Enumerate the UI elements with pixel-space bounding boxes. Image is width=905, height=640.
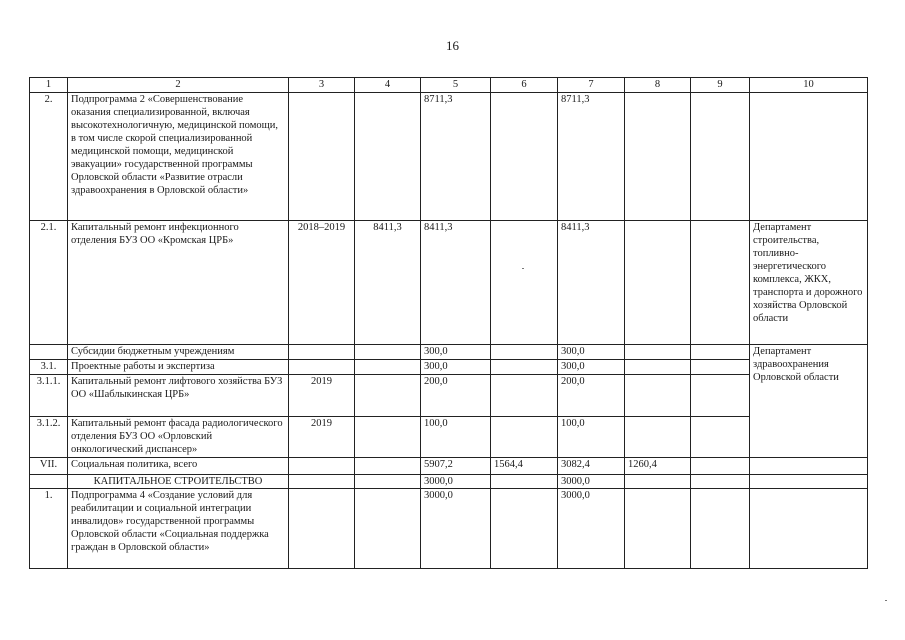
cell-col8 — [625, 93, 691, 221]
cell-col4 — [355, 345, 421, 360]
cell-col3 — [289, 475, 355, 489]
header-cell: 4 — [355, 78, 421, 93]
row-description: Подпрограмма 4 «Создание условий для реабилитации и социальной интеграции инвалидов» государственной программы Орловской области «Социальная поддержка граждан в Орловской области» — [68, 489, 289, 569]
department-cell: Департамент здравоохранения Орловской области — [750, 345, 868, 458]
department-cell: Департамент строительства, топливно-энергетического комплекса, ЖКХ, транспорта и дорожного хозяйства Орловской области — [750, 221, 868, 345]
cell-col3: 2019 — [289, 375, 355, 417]
row-number — [30, 345, 68, 360]
cell-col4 — [355, 489, 421, 569]
table-row — [30, 360, 868, 375]
cell-col7: 3000,0 — [558, 489, 625, 569]
cell-col5: 300,0 — [421, 360, 491, 375]
cell-col3 — [289, 360, 355, 375]
cell-col10 — [750, 475, 868, 489]
scan-speck — [522, 268, 524, 269]
row-description: Капитальный ремонт фасада радиологического отделения БУЗ ОО «Орловский онкологический диспансер» — [68, 417, 289, 458]
cell-col7: 300,0 — [558, 345, 625, 360]
cell-col9 — [691, 345, 750, 360]
cell-col8 — [625, 345, 691, 360]
table-row — [30, 221, 868, 345]
cell-col9 — [691, 221, 750, 345]
row-description: Подпрограмма 2 «Совершенствование оказания специализированной, включая высокотехнологичную, медицинской помощи, в том числе скорой специализированной медицинской помощи, медицинской эвакуации» государственной программы Орловской области «Развитие отрасли здравоохранения в Орловской области» — [68, 93, 289, 221]
header-cell: 10 — [750, 78, 868, 93]
budget-table — [29, 77, 868, 569]
cell-col8 — [625, 360, 691, 375]
cell-col6 — [491, 360, 558, 375]
cell-col9 — [691, 360, 750, 375]
cell-col5: 8411,3 — [421, 221, 491, 345]
row-number — [30, 475, 68, 489]
header-cell: 5 — [421, 78, 491, 93]
scan-speck — [885, 600, 887, 601]
table-row — [30, 417, 868, 458]
cell-col10 — [750, 489, 868, 569]
cell-col4 — [355, 417, 421, 458]
table-row — [30, 345, 868, 360]
cell-col7: 3082,4 — [558, 458, 625, 475]
row-number: 2.1. — [30, 221, 68, 345]
cell-col5: 200,0 — [421, 375, 491, 417]
cell-col7: 200,0 — [558, 375, 625, 417]
row-description: Субсидии бюджетным учреждениям — [68, 345, 289, 360]
cell-col10 — [750, 458, 868, 475]
cell-col7: 8711,3 — [558, 93, 625, 221]
cell-col5: 3000,0 — [421, 489, 491, 569]
cell-col4 — [355, 458, 421, 475]
cell-col8 — [625, 489, 691, 569]
row-description: Капитальный ремонт инфекционного отделения БУЗ ОО «Кромская ЦРБ» — [68, 221, 289, 345]
cell-col4: 8411,3 — [355, 221, 421, 345]
table-row — [30, 489, 868, 569]
cell-col5: 5907,2 — [421, 458, 491, 475]
cell-col8 — [625, 417, 691, 458]
cell-col4 — [355, 475, 421, 489]
cell-col3: 2019 — [289, 417, 355, 458]
cell-col10 — [750, 93, 868, 221]
cell-col8: 1260,4 — [625, 458, 691, 475]
cell-col9 — [691, 458, 750, 475]
cell-col9 — [691, 489, 750, 569]
cell-col9 — [691, 375, 750, 417]
header-cell: 9 — [691, 78, 750, 93]
cell-col3 — [289, 489, 355, 569]
header-cell: 3 — [289, 78, 355, 93]
row-description: Капитальный ремонт лифтового хозяйства БУЗ ОО «Шаблыкинская ЦРБ» — [68, 375, 289, 417]
header-cell: 2 — [68, 78, 289, 93]
header-cell: 8 — [625, 78, 691, 93]
row-number: 3.1.1. — [30, 375, 68, 417]
row-number: VII. — [30, 458, 68, 475]
cell-col6 — [491, 221, 558, 345]
header-cell: 7 — [558, 78, 625, 93]
cell-col8 — [625, 475, 691, 489]
table-row — [30, 375, 868, 417]
cell-col6 — [491, 375, 558, 417]
cell-col7: 3000,0 — [558, 475, 625, 489]
cell-col6: 1564,4 — [491, 458, 558, 475]
cell-col9 — [691, 475, 750, 489]
cell-col4 — [355, 93, 421, 221]
cell-col4 — [355, 360, 421, 375]
header-cell: 1 — [30, 78, 68, 93]
table-row — [30, 458, 868, 475]
cell-col6 — [491, 93, 558, 221]
cell-col7: 100,0 — [558, 417, 625, 458]
cell-col5: 100,0 — [421, 417, 491, 458]
cell-col3 — [289, 345, 355, 360]
cell-col3 — [289, 458, 355, 475]
cell-col9 — [691, 417, 750, 458]
cell-col6 — [491, 489, 558, 569]
cell-col4 — [355, 375, 421, 417]
cell-col6 — [491, 417, 558, 458]
row-description: Социальная политика, всего — [68, 458, 289, 475]
cell-col8 — [625, 221, 691, 345]
cell-col6 — [491, 475, 558, 489]
row-number: 3.1. — [30, 360, 68, 375]
cell-col5: 300,0 — [421, 345, 491, 360]
row-description: Проектные работы и экспертиза — [68, 360, 289, 375]
header-cell: 6 — [491, 78, 558, 93]
cell-col5: 8711,3 — [421, 93, 491, 221]
cell-col5: 3000,0 — [421, 475, 491, 489]
cell-col3 — [289, 93, 355, 221]
cell-col8 — [625, 375, 691, 417]
row-number: 3.1.2. — [30, 417, 68, 458]
row-number: 2. — [30, 93, 68, 221]
table-row — [30, 93, 868, 221]
cell-col7: 300,0 — [558, 360, 625, 375]
cell-col6 — [491, 345, 558, 360]
row-description: КАПИТАЛЬНОЕ СТРОИТЕЛЬСТВО — [68, 475, 289, 489]
cell-col7: 8411,3 — [558, 221, 625, 345]
row-number: 1. — [30, 489, 68, 569]
cell-col3: 2018–2019 — [289, 221, 355, 345]
header-row — [30, 78, 868, 93]
page-number: 16 — [446, 38, 459, 53]
table-row — [30, 475, 868, 489]
cell-col9 — [691, 93, 750, 221]
